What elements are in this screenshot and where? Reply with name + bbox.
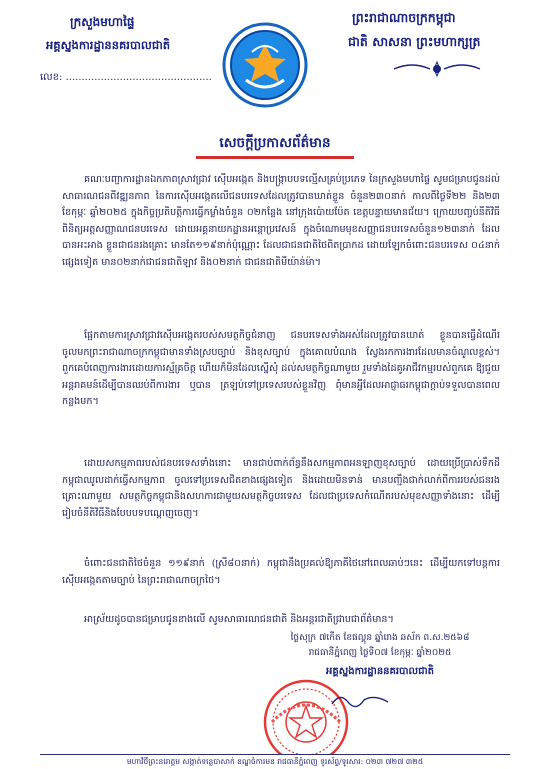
footer-divider <box>40 754 510 755</box>
paragraph-4-text: ចំពោះជនជាតិថៃចំនួន ១១៩នាក់ (ស្រី៨០នាក់) កម្ពុជានឹងប្រគល់ឱ្យភាគីថៃនៅពេលឆាប់ៗនេះ ដើម្បីយកទៅបន្តការស៊ើបអង្កេតតាមច្បាប់ នៃព្រះរាជាណាចក្រថៃ។ <box>62 558 500 586</box>
paragraph-3-text: ដោយសកម្មភាពរបស់ជនបរទេសទាំងនោះ មានជាប់ពាក់ព័ន្ធនឹងសកម្មភាពអនឡាញខុសច្បាប់ ដោយប្រើប្រាស់ទឹកដីកម្ពុជាឈូលដាក់ធ្វើសកម្មភាព ចូលទៅប្រទេសជិតខាងផ្សេងទៀត និងដោយមិនទាន់ មានបញ្ជឹងជាក់លាក់ពីការរបស់ជនរងគ្រោះណាមួយ សមត្ថកិច្ចកម្ពុជានិងសហការជាមួយសមត្ថកិច្ចបរទេស ដែលជាប្រទេសកំណើតរបស់មុខសញ្ញាទាំងនោះ ដើម្បីរៀបចំនីតិវិធីនិងបែបបទបណ្ដេញចេញ។ <box>62 458 500 519</box>
paragraph-5 <box>62 612 500 629</box>
reference-dots: .............................................. <box>65 72 212 83</box>
paragraph-1-text: គណៈបញ្ជាការដ្ឋានឯកភាពស្រាវជ្រាវ ស៊ើបអង្កេត និងបង្ក្រាបបទល្មើសគ្រប់ប្រភេទ នៃក្រសួងមហាផ្ទៃ សូមជម្រាបជូនដល់សាធារណជនពីវឌ្ឍនភាព នៃការស៊ើបអង្កេតលើជនបរទេសដែលត្រូវបានឃាត់ខ្លួន ចំនួន២៣០នាក់ កាលពីថ្ងៃទី២២ និង២៣ ខែកុម្ភៈ ឆ្នាំ២០២៥ ក្នុងកិច្ចប្រតិបត្តិការធ្វើកម្លាំងចំនួន ០២កន្លែង នៅក្រុងប៉ោយប៉ែត ខេត្តបន្ទាយមានជ័យ។ ក្រោយបញ្ចប់នីតិវិធីពិនិត្យអត្តសញ្ញាណជនបរទេស ដោយអគ្គនាយកដ្ឋានអន្តោប្រវេសន៍ ក្នុងចំណោមមុខសញ្ញាជនបរទេសចំនួន១២៣នាក់ ដែលបានអះអាង ខ្លួនជាជនរងគ្រោះ មានតែ១១៩នាក់ប៉ុណ្ណោះ ដែលជាជនជាតិថៃពិតប្រាកដ ដោយឡែកចំពោះជនបរទេស ០៤នាក់ផ្សេងទៀត មាន០២នាក់ជាជនជាតិឡាវ និង០២នាក់ ជាជនជាតិមីយ៉ាន់ម៉ា។ <box>62 174 500 268</box>
signatory-title: អគ្គស្នងការដ្ឋាននគរបាលជាតិ <box>326 666 434 677</box>
solar-date: រាជធានីភ្នំពេញ ថ្ងៃទី០៧ ខែកុម្ភៈ ឆ្នាំ២០២៥ <box>308 648 452 658</box>
ministry-name: ក្រសួងមហាផ្ទៃ <box>70 15 135 29</box>
department-name: អគ្គស្នងការដ្ឋាននគរបាលជាតិ <box>46 38 171 52</box>
paragraph-3 <box>62 456 500 522</box>
lunar-date: ថ្ងៃសុក្រ ៧កើត ខែផល្គុន ឆ្នាំរោង ឆស័ក ព.ស.២៥៦៨ <box>290 633 470 643</box>
kingdom-name: ព្រះរាជាណាចក្រកម្ពុជា <box>352 10 456 25</box>
footer-address: មហាវិថីព្រះនរោត្តម សង្កាត់ទន្លេបាសាក់ ខណ្ឌចំការមន រាជធានីភ្នំពេញ ទូរស័ព្ទ/ទូរសារ: ០២៣ ៧២៧ ៣២៥ <box>126 757 424 766</box>
paragraph-1 <box>62 172 500 272</box>
national-motto: ជាតិ សាសនា ព្រះមហាក្សត្រ <box>348 34 481 49</box>
reference-number <box>40 70 212 85</box>
paragraph-5-text: អាស្រ័យដូចបានជម្រាបជូនខាងលើ សូមសាធារណជនជាតិ និងអន្តរជាតិជ្រាបជាព័ត៌មាន។ <box>84 614 394 625</box>
paragraph-4 <box>62 556 500 589</box>
paragraph-2-text: ផ្អែកតាមការស្រាវជ្រាវស៊ើបអង្កេតរបស់សមត្ថកិច្ចជំនាញ ជនបរទេសទាំងអស់ដែលត្រូវបានឃាត់ ខ្លួនបានធ្វើដំណើរចូលមកព្រះរាជាណាចក្រកម្ពុជាមានទាំងស្របច្បាប់ និងខុសច្បាប់ ក្នុងគោលបំណង ស្វែងរកការងារដែលមានចំណូលខ្ពស់។ ពួកគេបំពេញការងារដោយការស្ម័គ្រចិត្ត ហើយក៏មិនដែលស្នើសុំ ដល់សមត្ថកិច្ចណាមួយ រួមទាំងដៃគូអាជីវកម្មរបស់ពួកគេ ឱ្យជួយអន្តរាគមន៍ដើម្បីបានឈប់ពីការងារ ឬបាន ត្រឡប់ទៅប្រទេសរបស់ខ្លួនវិញ ពុំមានអ្វីដែលអាជ្ញាធរកម្ពុជាក្ដាប់ទទួលបានពេលកន្លងមក។ <box>62 330 500 408</box>
paragraph-2 <box>62 328 500 411</box>
police-emblem-icon <box>222 22 308 108</box>
crest-ornament-icon <box>392 60 482 78</box>
title-underline <box>196 156 354 159</box>
reference-label: លេខ: <box>40 72 63 83</box>
signature-scribble-icon <box>330 690 390 710</box>
document-title: សេចក្ដីប្រកាសព័ត៌មាន <box>219 135 331 151</box>
